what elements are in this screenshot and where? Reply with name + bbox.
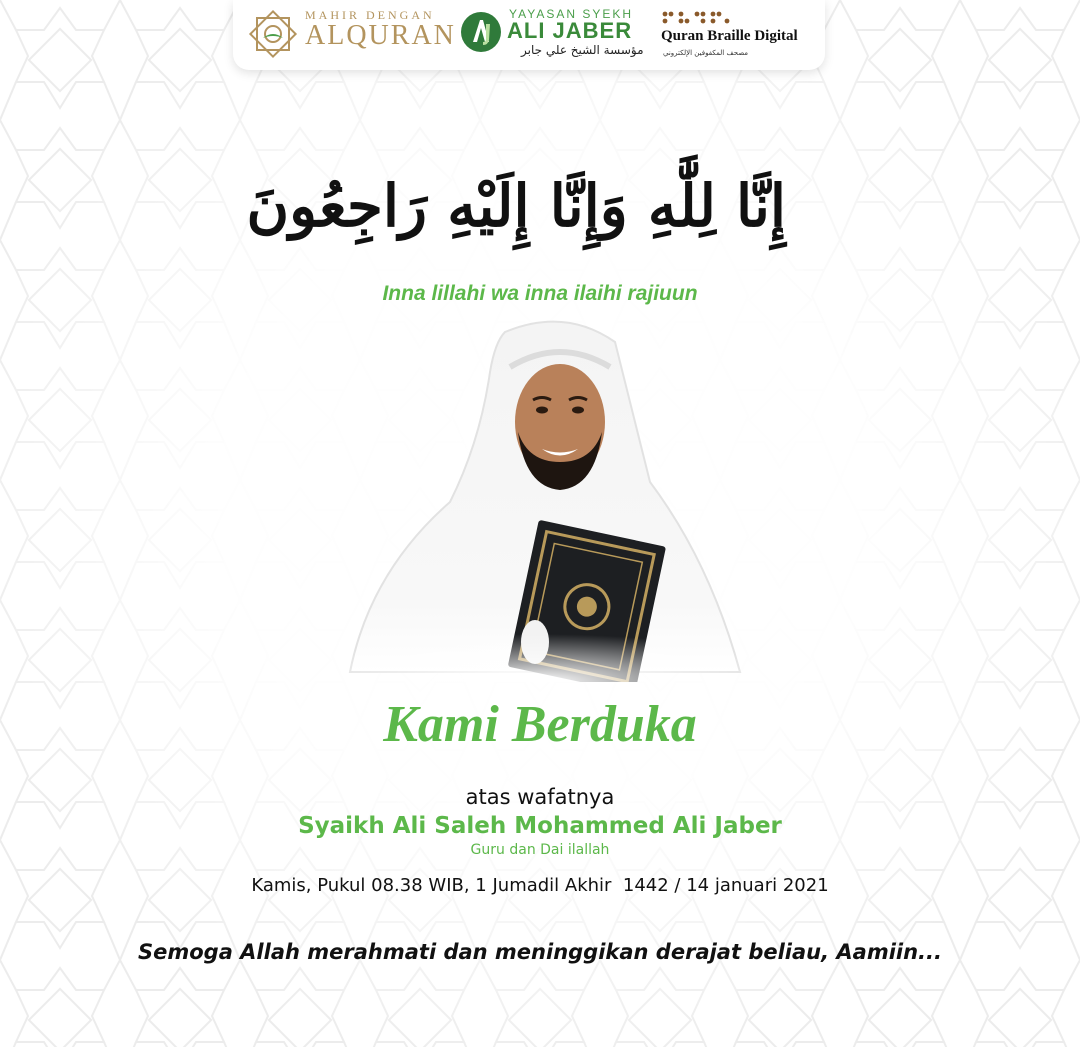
prayer-text: Semoga Allah merahmati dan meninggikan derajat beliau, Aamiin...	[137, 940, 942, 964]
logo-ali-arabic-text: مؤسسة الشيخ علي جابر	[521, 43, 644, 57]
logo-bar	[233, 0, 825, 70]
portrait-holding-quran-icon	[330, 312, 750, 682]
logo-braille-name: Quran Braille Digital	[661, 28, 798, 44]
on-death-label: atas wafatnya	[465, 785, 615, 809]
ali-jaber-foundation-emblem-icon	[459, 10, 503, 54]
arabic-calligraphy: إِنَّا لِلَّٰهِ وَإِنَّا إِلَيْهِ رَاجِعُونَ	[246, 172, 786, 240]
logo-mahir-dengan-alquran	[245, 0, 455, 70]
person-title: Guru dan Dai ilallah	[470, 842, 610, 858]
transliteration: Inna lillahi wa inna ilaihi rajiuun	[382, 282, 698, 305]
logo-quran-braille-digital	[659, 0, 819, 70]
logo-braille-arabic-text: مصحف المكفوفين الإلكتروني	[663, 49, 749, 57]
person-name: Syaikh Ali Saleh Mohammed Ali Jaber	[298, 813, 782, 839]
logo-mahir-small-text: MAHIR DENGAN	[305, 8, 435, 22]
logo-ali-big-text: ALI JABER	[507, 18, 633, 43]
logo-mahir-big-text: ALQURAN	[305, 20, 456, 51]
headline: Kami Berduka	[383, 696, 697, 753]
braille-dots-icon	[661, 10, 731, 28]
logo-ali-small-text: YAYASAN SYEKH	[509, 7, 634, 21]
mahir-dengan-alquran-emblem-icon	[245, 6, 301, 62]
logo-ali-jaber	[459, 0, 649, 70]
date-line: Kamis, Pukul 08.38 WIB, 1 Jumadil Akhir 1442 / 14 januari 2021	[251, 875, 829, 896]
